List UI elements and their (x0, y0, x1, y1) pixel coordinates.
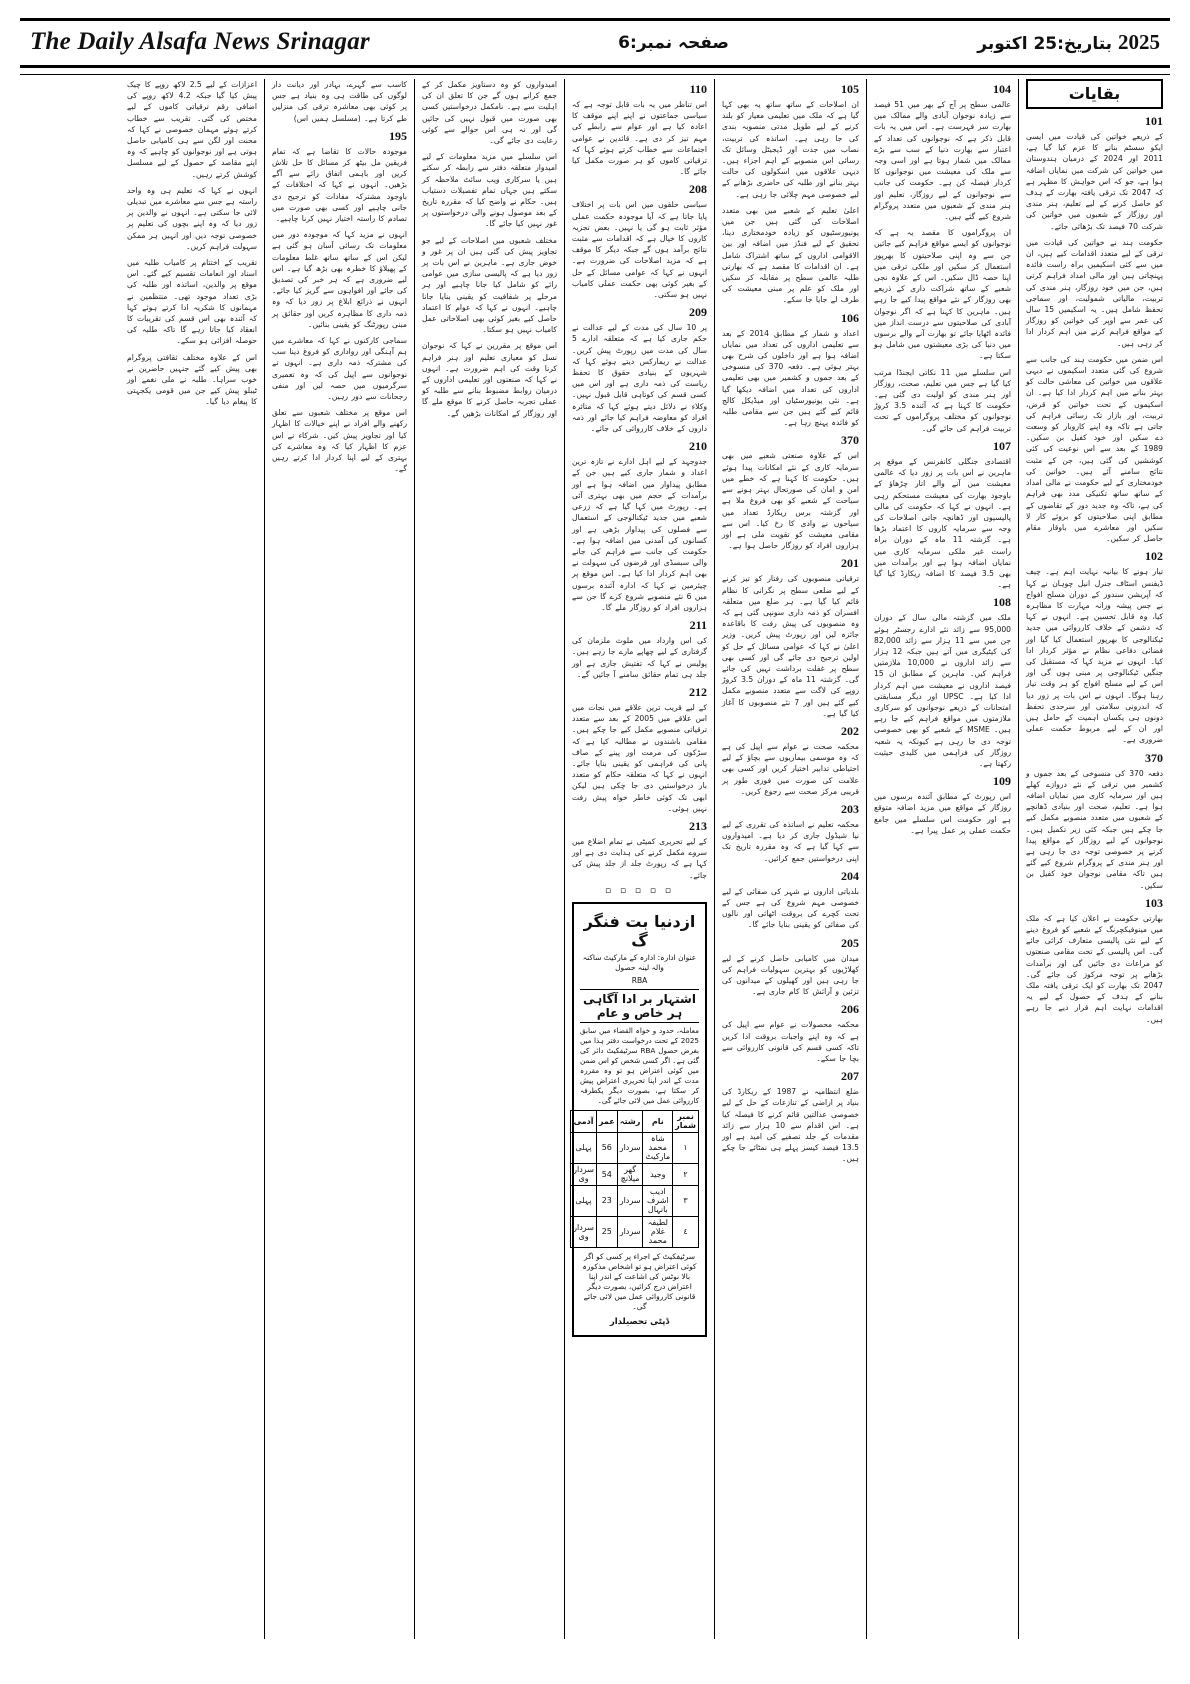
column-7 (120, 79, 264, 1639)
table-cell: ١ (673, 1132, 699, 1163)
article-paragraph: جدوجہد کے لیے اہل ادارے نے تازہ ترین اعداد و شمار جاری کیے ہیں جن کے مطابق پیداوار میں اضافہ ہوا ہے اور برآمدات کے حجم میں بھی بہتری آئی ہے۔ رپورٹ میں کہا گیا ہے کہ زرعی شعبے میں جدید ٹیکنالوجی کے استعمال سے فصلوں کی پیداوار بڑھی ہے اور کسانوں کی آمدنی میں اضافہ ہوا ہے۔ حکومت کی جانب سے فراہم کی جانے والی سبسڈی اور قرضوں کی سہولت نے بھی اہم کردار ادا کیا ہے۔ اس موقع پر چیئرمین نے کہا کہ ادارہ آئندہ برسوں میں 6 نئے منصوبے شروع کرے گا جن سے ہزاروں افراد کو روزگار ملے گا۔ (572, 457, 707, 612)
article-number: 212 (689, 684, 707, 699)
table-row (571, 1132, 699, 1163)
table-cell: گھر میلانچ (617, 1163, 643, 1185)
article-paragraph: کے لیے تحریری کمیٹی نے تمام اضلاع میں سروے مکمل کرنے کی ہدایت دی ہے اور کہا ہے کہ رپورٹ جلد از جلد پیش کی جائے۔ (572, 836, 707, 880)
article-paragraph: اس ضمن میں حکومت ہند کی جانب سے شروع کی گئی متعدد اسکیموں نے دیہی علاقوں میں خواتین کی معاشی حالت کو بہتر بنانے میں اہم کردار ادا کیا ہے۔ ان اسکیموں کے تحت خواتین کو قرض، تربیت، اور بازار تک رسائی فراہم کی جاتی ہے تاکہ وہ اپنے کاروبار کو وسعت دے سکیں اور خود کفیل بن سکیں۔ 1989 کے بعد سے اس نوعیت کی کئی کوششیں کی گئی ہیں، جن کے مثبت نتائج سامنے آئے ہیں۔ خواتین کی خودمختاری کے لیے حکومت نے مالی امداد کے ساتھ ساتھ تکنیکی مدد بھی فراہم کی ہے، تاکہ وہ جدید دور کے تقاضوں کے مطابق اپنی صلاحیتوں کو بروئے کار لا سکیں اور معاشرے میں باوقار مقام حاصل کر سکیں۔ (1026, 354, 1163, 544)
article-number: 203 (841, 801, 859, 816)
article-number: 105 (841, 82, 859, 96)
article-paragraph: محکمہ محصولات نے عوام سے اپیل کی ہے کہ وہ اپنے واجبات بروقت ادا کریں تاکہ کسی قسم کی قانونی کارروائی سے بچا جا سکے۔ (722, 1020, 859, 1064)
article-paragraph: محکمہ تعلیم نے اساتذہ کی تقرری کے لیے نیا شیڈول جاری کر دیا ہے۔ امیدواروں سے کہا گیا ہے کہ وہ مقررہ تاریخ تک اپنی درخواستیں جمع کرائیں۔ (722, 819, 859, 863)
ad-footer-text: سرٹیفکیٹ کے اجراء پر کسی کو اگر کوئی اعتراض ہو تو اشخاص مذکورہ بالا نوٹس کی اشاعت کے اندر اپنا اعتراض درج کرائیں، بصورت دیگر قانونی کارروائی عمل میں لائی جائے گی۔ (582, 1251, 697, 1311)
article-paragraph: اس سلسلے میں مزید معلومات کے لیے امیدوار متعلقہ دفتر سے رابطہ کر سکتے ہیں یا سرکاری ویب سائٹ ملاحظہ کر سکتے ہیں جہاں تمام تفصیلات دستیاب ہیں۔ حکام نے واضح کیا کہ مقررہ تاریخ کے بعد موصول ہونے والی درخواستوں پر غور نہیں کیا جائے گا۔ (422, 152, 557, 229)
article-paragraph: ترقیاتی منصوبوں کی رفتار کو تیز کرنے کے لیے ضلعی سطح پر نگرانی کا نظام قائم کیا گیا ہے۔ ہر ضلع میں متعلقہ افسران کو ذمہ داری سونپی گئی ہے کہ وہ منصوبوں کی پیش رفت کا باقاعدہ جائزہ لیں اور رپورٹ پیش کریں۔ وزیر اعلیٰ نے کہا کہ عوامی مسائل کے حل کو اولین ترجیح دی جائے گی اور کسی بھی سطح پر غفلت برداشت نہیں کی جائے گی۔ گزشتہ 11 ماہ کے دوران 3.5 کروڑ روپے کی لاگت سے متعدد منصوبے مکمل کیے گئے ہیں اور 7 نئے منصوبوں کا آغاز کیا گیا ہے۔ (722, 574, 860, 718)
table-header-cell: نام (643, 1110, 673, 1132)
article-paragraph: اعزازات کے لیے 2.5 لاکھ روپے کا چیک پیش کیا گیا جبکہ 4.2 لاکھ روپے کی اضافی رقم ترقیاتی کاموں کے لیے مختص کی گئی۔ تقریب سے خطاب کرتے ہوئے مہمان خصوصی نے کہا کہ محنت اور لگن سے ہی کامیابی حاصل ہوتی ہے اور نوجوانوں کو چاہیے کہ وہ اپنے مقاصد کے حصول کے لیے مسلسل کوشش کرتے رہیں۔ (127, 80, 258, 179)
article-number: 213 (689, 818, 707, 833)
divider-dots: ▫ ▫ ▫ ▫ ▫ (605, 885, 674, 896)
table-cell: سردار (617, 1132, 643, 1163)
table-cell: 56 (596, 1132, 617, 1163)
article-paragraph: اس رپورٹ کے مطابق آئندہ برسوں میں روزگار کے مواقع میں مزید اضافہ متوقع ہے اور حکومت اس سلسلے میں جامع حکمت عملی پر عمل پیرا ہے۔ (874, 792, 1011, 835)
table-header-row (571, 1110, 699, 1132)
article-number: 206 (841, 1002, 859, 1017)
article-paragraph: اعلیٰ تعلیم کے شعبے میں بھی متعدد اصلاحات کی گئی ہیں جن میں یونیورسٹیوں کو زیادہ خودمختاری دینا، تحقیق کے لیے فنڈز میں اضافہ اور بین الاقوامی اداروں کے ساتھ اشتراک شامل ہے۔ ان اقدامات کا مقصد ہے کہ بھارتی طلبہ عالمی سطح پر مقابلہ کر سکیں اور ملک کو علم پر مبنی معیشت کی طرف لے جایا جا سکے۔ (722, 205, 859, 305)
table-cell: 25 (596, 1216, 617, 1247)
ad-public-notice-heading: اشتہار بر ادا آگاہی ہر خاص و عام (580, 989, 699, 1023)
article-paragraph: عالمی سطح پر آج کے بھر میں 51 فیصد سے زیادہ نوجوان آبادی والے ممالک میں بھارت سر فہرست ہے۔ اس میں یہ بات قابل ذکر ہے کہ نوجوانوں کی تعداد کے اعتبار سے بھارت دنیا کے سب سے بڑے ممالک میں شمار ہوتا ہے اور اسی وجہ سے ملک کی معیشت میں نوجوانوں کا کردار فیصلہ کن ہے۔ حکومت کی جانب سے نوجوانوں کے لیے روزگار، تعلیم اور ہنر مندی کے شعبوں میں متعدد پروگرام شروع کیے گئے ہیں۔ (874, 100, 1011, 222)
article-paragraph: اس موقع پر مقررین نے کہا کہ نوجوان نسل کو معیاری تعلیم اور ہنر فراہم کرنا وقت کی اہم ضرورت ہے۔ انہوں نے کہا کہ صنعتوں اور تعلیمی اداروں کے درمیان روابط مضبوط بنانے سے طلبہ کو عملی تجربہ حاصل کرنے کا موقع ملے گا اور روزگار کے امکانات بڑھیں گے۔ (422, 341, 557, 418)
article-paragraph: ملک میں گزشتہ مالی سال کے دوران 95,000 سے زائد نئے ادارے رجسٹر ہوئے جن میں سے 11 ہزار سے زائد 82,000 کی کیٹیگری میں آتے ہیں جبکہ 12 ہزار سے زائد اداروں نے 10,000 ملازمتیں فراہم کیں۔ ماہرین کے مطابق ان 15 فیصد اداروں نے معیشت میں اہم کردار ادا کیا ہے۔ UPSC اور دیگر مسابقتی امتحانات کے ذریعے نوجوانوں کو سرکاری ملازمتوں میں مواقع فراہم کیے جا رہے ہیں۔ MSME کے شعبے کو بھی خصوصی توجہ دی جا رہی ہے کیونکہ یہ شعبہ روزگار کی فراہمی میں کلیدی حیثیت رکھتا ہے۔ (874, 613, 1011, 768)
table-row (571, 1163, 699, 1185)
table-header-cell: عمر (596, 1110, 617, 1132)
article-paragraph: محکمہ صحت نے عوام سے اپیل کی ہے کہ وہ موسمی بیماریوں سے بچاؤ کے لیے احتیاطی تدابیر اختیار کریں اور کسی بھی علامت کی صورت میں فوری طور پر قریبی مرکز صحت سے رجوع کریں۔ (722, 741, 859, 796)
table-row (571, 1216, 699, 1247)
article-number: 211 (689, 618, 707, 633)
article-number: 207 (841, 1069, 859, 1084)
page-number-label: صفحہ نمبر:6 (618, 32, 729, 53)
article-paragraph: اس موقع پر مختلف شعبوں سے تعلق رکھنے والے افراد نے اپنے خیالات کا اظہار کیا اور تجاویز پیش کیں۔ شرکاء نے اس عزم کا اظہار کیا کہ وہ معاشرے کی بہتری کے لیے اپنا کردار ادا کرتے رہیں گے۔ (272, 408, 407, 474)
ad-subtitle: عنوان ادارہ: ادارہ کے مارکیٹ ساکنہ والہ لینہ حصول (582, 952, 697, 972)
issue-date-label: بتاریخ:25 اکتوبر (977, 33, 1113, 54)
article-paragraph: انہوں نے کہا کہ تعلیم ہی وہ واحد راستہ ہے جس سے معاشرے میں تبدیلی لائی جا سکتی ہے۔ انہوں نے والدین پر زور دیا کہ وہ اپنے بچوں کی تعلیم پر خصوصی توجہ دیں اور انہیں ہر ممکن سہولت فراہم کریں۔ (127, 185, 257, 251)
article-paragraph: بھارتی حکومت نے اعلان کیا ہے کہ ملک میں مینوفیکچرنگ کے شعبے کو فروغ دینے کے لیے نئی پالیسی متعارف کرائی جائے گی۔ اس پالیسی کے تحت مقامی صنعتوں کو مراعات دی جائیں گی اور برآمدات بڑھانے پر توجہ مرکوز کی جائے گی۔ 2047 تک بھارت کو ایک ترقی یافتہ ملک بنانے کے ہدف کے حصول کے لیے یہ اقدامات نہایت اہم قرار دیے جا رہے ہیں۔ (1026, 913, 1163, 1024)
ad-rba-label: RBA (631, 975, 648, 985)
table-row (571, 1185, 699, 1216)
article-number: 108 (993, 595, 1011, 610)
article-paragraph: کاسب سے گہرے، بہادر اور دیانت دار لوگوں کی طاقت ہی وہ بنیاد ہے جس پر کوئی بھی معاشرہ ترقی کی منزلیں طے کرتا ہے۔ (مسلسل ہمیں اس) (272, 80, 407, 123)
table-cell: سردار وی (571, 1216, 597, 1247)
table-cell: ٤ (673, 1216, 699, 1247)
table-cell: شاہ محمد مارکیٹ (643, 1132, 673, 1163)
issue-year: 2025 (1117, 29, 1160, 54)
table-header-cell: رشتہ (617, 1110, 643, 1132)
article-number: 370 (841, 433, 859, 448)
article-paragraph: دفعہ 370 کی منسوخی کے بعد جموں و کشمیر میں ترقی کے نئے دروازے کھلے ہیں اور سرمایہ کاری میں نمایاں اضافہ ہوا ہے۔ تعلیم، صحت اور بنیادی ڈھانچے کے شعبوں میں متعدد منصوبے مکمل کیے جا چکے ہیں جبکہ کئی زیر تکمیل ہیں۔ نوجوانوں کے لیے روزگار کے مواقع پیدا کرنے پر خصوصی توجہ دی جا رہی ہے اور ہنر مندی کے پروگرام شروع کیے گئے ہیں تاکہ مقامی نوجوان خود کفیل بن سکیں۔ (1026, 768, 1163, 890)
article-paragraph: کی اس وارداد میں ملوث ملزمان کی گرفتاری کے لیے چھاپے مارے جا رہے ہیں۔ پولیس نے کہا کہ تفتیش جاری ہے اور جلد ہی تمام حقائق سامنے آ جائیں گے۔ (572, 636, 707, 679)
article-paragraph: تقریب کے اختتام پر کامیاب طلبہ میں اسناد اور انعامات تقسیم کیے گئے۔ اس موقع پر والدین، اساتذہ اور طلبہ کی بڑی تعداد موجود تھی۔ منتظمین نے مہمانوں کا شکریہ ادا کرتے ہوئے کہا کہ آئندہ بھی اس قسم کی تقریبات کا انعقاد کیا جاتا رہے گا تاکہ طلبہ کی حوصلہ افزائی ہو سکے۔ (127, 258, 257, 346)
article-number: 195 (389, 128, 407, 143)
article-number: 104 (993, 82, 1011, 96)
article-number: 201 (841, 556, 859, 571)
article-columns (20, 74, 1170, 1639)
article-number: 202 (841, 723, 859, 738)
table-cell: سردار (617, 1185, 643, 1216)
article-number: 210 (689, 439, 707, 454)
article-paragraph: سیاسی حلقوں میں اس بات پر اختلاف پایا جاتا ہے کہ آیا موجودہ حکمت عملی مؤثر ثابت ہو گی یا نہیں۔ بعض تجزیہ کاروں کا خیال ہے کہ اقدامات سے مثبت نتائج برآمد ہوں گے جبکہ دیگر کا موقف ہے کہ مزید اصلاحات کی ضرورت ہے۔ انہوں نے کہا کہ عوامی مسائل کے حل کے بغیر کوئی بھی حکمت عملی کامیاب نہیں ہو سکتی۔ (572, 200, 707, 300)
table-cell: 54 (596, 1163, 617, 1185)
article-paragraph: اس کے علاوہ مختلف ثقافتی پروگرام بھی پیش کیے گئے جنہیں حاضرین نے خوب سراہا۔ طلبہ نے ملی نغمے اور ٹیبلو پیش کیے جن میں قومی یکجہتی کا پیغام دیا گیا۔ (127, 352, 257, 407)
article-number: 205 (841, 935, 859, 950)
table-cell: ٢ (673, 1163, 699, 1185)
article-paragraph: امیدواروں کو وہ دستاویز مکمل کر کے جمع کرانے ہوں گے جن کا تعلق ان کی اہلیت سے ہے۔ نامکمل درخواستیں کسی بھی صورت میں قبول نہیں کی جائیں گی اور نہ ہی اس حوالے سے کوئی رعایت دی جائے گی۔ (422, 80, 557, 146)
table-cell: پہلی (571, 1132, 597, 1163)
table-cell: ادیب اشرف بانہال (643, 1185, 673, 1216)
masthead (20, 18, 1170, 68)
article-paragraph: سماجی کارکنوں نے کہا کہ معاشرے میں ہم آہنگی اور رواداری کو فروغ دینا سب کی مشترکہ ذمہ داری ہے۔ انہوں نے نوجوانوں سے اپیل کی کہ وہ تعمیری سرگرمیوں میں حصہ لیں اور منفی رجحانات سے دور رہیں۔ (272, 336, 407, 402)
table-cell: 23 (596, 1185, 617, 1216)
article-number: 103 (1145, 895, 1163, 910)
ad-body-text: معاملہ، حدود و خواہ القضاء میں سابق 2025 کے تحت درخواست دفتر ہذا میں بغرض حصول RBA سرٹیفکیٹ دائر کی گئی ہے۔ اگر کسی شخص کو اس ضمن میں کوئی اعتراض ہو تو وہ مقررہ مدت کے اندر اپنا تحریری اعتراض پیش کر سکتا ہے، بصورت دیگر یکطرفہ کارروائی عمل میں لائی جائے گی۔ (580, 1025, 700, 1105)
article-number: 370 (1145, 750, 1163, 765)
article-paragraph: حکومت ہند نے خواتین کی قیادت میں ترقی کے لیے متعدد اقدامات کیے ہیں، ان میں سے کئی اسکیمیں براہ راست فائدہ پہنچاتی ہیں اور مالی امداد فراہم کرتی ہیں، جن میں خود روزگار، ہنر مندی کی تربیت، مالیاتی شمولیت، اور سماجی تحفظ شامل ہیں۔ یہ اسکیمیں 15 سال کی عمر سے اوپر کی خواتین کو روزگار کے مواقع فراہم کرنے میں اہم کردار ادا کر رہی ہیں۔ (1026, 237, 1163, 348)
article-paragraph: مختلف شعبوں میں اصلاحات کے لیے جو تجاویز پیش کی گئی ہیں ان پر غور و خوض جاری ہے۔ ماہرین نے اس بات پر زور دیا ہے کہ پالیسی سازی میں عوامی رائے کو شامل کیا جانا چاہیے اور ہر مرحلے پر شفافیت کو یقینی بنایا جانا چاہیے۔ انہوں نے کہا کہ عوام کا اعتماد حاصل کیے بغیر کوئی بھی اصلاحاتی عمل کامیاب نہیں ہو سکتا۔ (422, 235, 557, 335)
table-cell: سردار (617, 1216, 643, 1247)
table-cell: سردار وی (571, 1163, 597, 1185)
article-paragraph: ان پروگراموں کا مقصد یہ ہے کہ نوجوانوں کو ایسے مواقع فراہم کیے جائیں جن سے وہ اپنی صلاحیتوں کا بھرپور استعمال کر سکیں اور ملکی ترقی میں اپنا حصہ ڈال سکیں۔ اس کے علاوہ نجی شعبے کے ساتھ شراکت داری کے ذریعے بھی روزگار کے نئے مواقع پیدا کیے جا رہے ہیں۔ ماہرین کا کہنا ہے کہ اگر نوجوان آبادی کی صلاحیتوں سے درست انداز میں فائدہ اٹھایا جائے تو بھارت آنے والے برسوں میں دنیا کی بڑی معیشتوں میں شامل ہو سکتا ہے۔ (874, 228, 1011, 361)
column-1 (1018, 79, 1170, 1639)
article-paragraph: اقتصادی جنگلی کانفرنس کے موقع پر ماہرین نے اس بات پر زور دیا کہ عالمی معیشت میں آنے والے اتار چڑھاؤ کے باوجود بھارت کی معیشت مستحکم رہی ہے۔ انہوں نے کہا کہ حکومت کی مالی پالیسیوں اور ڈھانچہ جاتی اصلاحات کی وجہ سے سرمایہ کاروں کا اعتماد بڑھا ہے۔ گزشتہ 11 ماہ کے دوران براہ راست غیر ملکی سرمایہ کاری میں نمایاں اضافہ ہوا ہے اور برآمدات میں بھی 3.5 فیصد کا اضافہ ریکارڈ کیا گیا ہے۔ (874, 456, 1011, 590)
newspaper-title: The Daily Alsafa News Srinagar (30, 28, 370, 55)
article-paragraph: ان اصلاحات کے ساتھ ساتھ یہ بھی کہا گیا ہے کہ ملک میں تعلیمی معیار کو بلند کرنے کے لیے طویل مدتی منصوبہ بندی کی جا رہی ہے۔ اساتذہ کی تربیت، نصاب میں جدت اور ڈیجیٹل وسائل تک رسائی اس منصوبے کے اہم اجزاء ہیں۔ دیہی علاقوں میں اسکولوں کی حالت بہتر بنانے اور طلبہ کی حاضری بڑھانے کے لیے خصوصی مہم چلائی جا رہی ہے۔ (722, 100, 859, 199)
table-header-cell: نمبر شمار (673, 1110, 699, 1132)
article-paragraph: کے ذریعے خواتین کی قیادت میں ایسی ایکو سسٹم بنانے کا عزم کیا گیا ہے، 2011 اور 2024 کے درمیان ہندوستان میں خواتین کی شرکت میں نمایاں اضافہ ہوا ہے، جو کہ اس خواہش کا مظہر ہے کہ 2047 تک ترقی یافتہ بھارت کے ہدف کو حاصل کرنے کے لیے تعلیم، ہنر مندی اور روزگار کے شعبوں میں خواتین کی شرکت 70 فیصد تک بڑھائی جائے۔ (1026, 132, 1163, 231)
ad-table (570, 1110, 699, 1248)
article-paragraph: موجودہ حالات کا تقاضا ہے کہ تمام فریقین مل بیٹھ کر مسائل کا حل تلاش کریں اور باہمی اتفاق رائے سے آگے بڑھیں۔ انہوں نے کہا کہ اختلافات کے باوجود مشترکہ مفادات کو ترجیح دی جانی چاہیے اور کسی بھی صورت میں تصادم کا راستہ اختیار نہیں کرنا چاہیے۔ (272, 146, 407, 224)
article-number: 110 (689, 82, 707, 96)
article-paragraph: اس سلسلے میں 11 نکاتی ایجنڈا مرتب کیا گیا ہے جس میں تعلیم، صحت، روزگار اور ہنر مندی کو اولیت دی گئی ہے۔ حکومت کا کہنا ہے کہ آئندہ 3.5 کروڑ نوجوانوں کو مختلف پروگراموں کے تحت تربیت فراہم کی جائے گی۔ (874, 367, 1011, 433)
ad-title: ازدنیا بت فنگر گ (583, 911, 696, 950)
article-paragraph: انہوں نے مزید کہا کہ موجودہ دور میں معلومات تک رسائی آسان ہو گئی ہے لیکن اس کے ساتھ ساتھ غلط معلومات کے پھیلاؤ کا خطرہ بھی بڑھ گیا ہے۔ اس لیے ضروری ہے کہ ہر خبر کی تصدیق کی جائے اور افواہوں سے گریز کیا جائے۔ انہوں نے ذرائع ابلاغ پر زور دیا کہ وہ ذمہ داری کا مظاہرہ کریں اور حقائق پر مبنی رپورٹنگ کو یقینی بنائیں۔ (272, 230, 407, 329)
table-cell: پہلی (571, 1185, 597, 1216)
article-paragraph: اس تناظر میں یہ بات قابل توجہ ہے کہ سیاسی جماعتوں نے اپنے اپنے موقف کا اعادہ کیا ہے اور عوام سے رابطے کی مہم تیز کر دی ہے۔ قائدین نے عوامی اجتماعات سے خطاب کرتے ہوئے کہا کہ ترقیاتی کاموں کو ہر صورت مکمل کیا جائے گا۔ (572, 100, 707, 177)
section-heading-box: بقایات (1026, 79, 1163, 109)
article-number: 107 (993, 438, 1011, 453)
table-cell: وجید (643, 1163, 673, 1185)
advertisement-box (572, 902, 707, 1337)
article-number: 106 (841, 310, 859, 325)
article-paragraph: پر 10 سال کی مدت کے لیے عدالت نے حکم جاری کیا ہے کہ متعلقہ ادارے 5 سال کی مدت میں رپورٹ پیش کریں۔ عدالت نے ریمارکس دیتے ہوئے کہا کہ شہریوں کے بنیادی حقوق کا تحفظ ریاست کی ذمہ داری ہے اور اس میں کسی قسم کی کوتاہی قابل قبول نہیں۔ وکلاء نے دلائل دیتے ہوئے کہا کہ متاثرہ افراد کو معاوضہ فراہم کیا جائے اور ذمہ داروں کے خلاف کارروائی کی جائے۔ (572, 323, 708, 434)
column-6 (264, 79, 414, 1639)
article-number: 209 (689, 305, 707, 320)
issue-date (977, 30, 1160, 55)
article-number: 102 (1145, 549, 1163, 564)
article-number: 208 (689, 182, 707, 197)
article-number: 101 (1145, 114, 1163, 128)
table-cell: ٣ (673, 1185, 699, 1216)
article-paragraph: میدان میں کامیابی حاصل کرنے کے لیے کھلاڑیوں کو بہترین سہولیات فراہم کی جا رہی ہیں اور کھیلوں کے میدانوں کی تزئین و آرائش کا کام جاری ہے۔ (722, 953, 859, 997)
article-paragraph: اس کے علاوہ صنعتی شعبے میں بھی سرمایہ کاری کے نئے امکانات پیدا ہوئے ہیں۔ حکومت کا کہنا ہے کہ خطے میں امن و امان کی صورتحال بہتر ہونے سے سیاحت کے شعبے کو بھی فروغ ملا ہے اور گزشتہ برس ریکارڈ تعداد میں سیاحوں نے وادی کا رخ کیا۔ اس سے مقامی معیشت کو تقویت ملی ہے اور ہزاروں افراد کو روزگار حاصل ہوا ہے۔ (722, 451, 859, 551)
table-cell: لطیفہ غلام محمد (643, 1216, 673, 1247)
column-2 (866, 79, 1018, 1639)
article-paragraph: تیار ہونے کا بیانیہ نہایت اہم ہے۔ چیف ڈیفنس اسٹاف جنرل انیل چوہان نے کہا کہ آپریشن سندور کے دوران مسلح افواج نے جس پیشہ ورانہ مہارت کا مظاہرہ کیا، وہ قابل تحسین ہے۔ انہوں نے کہا کہ دشمن کے خلاف کارروائی میں جدید ٹیکنالوجی کا بھرپور استعمال کیا گیا اور فضائی دفاعی نظام نے مؤثر کردار ادا کیا۔ انہوں نے مزید کہا کہ مستقبل کی جنگیں ٹیکنالوجی پر مبنی ہوں گی اور اس کے لیے مسلح افواج کو ہر وقت تیار رہنا ہوگا۔ انہوں نے اس بات پر زور دیا کہ اندرونی سلامتی اور سرحدی تحفظ دونوں ہی یکساں اہمیت کے حامل ہیں اور ان کے لیے مربوط حکمت عملی ضروری ہے۔ (1026, 567, 1163, 745)
ad-signature: ڈپٹی تحصیلدار (609, 1316, 670, 1327)
article-number: 109 (993, 774, 1011, 789)
article-paragraph: بلدیاتی اداروں نے شہر کی صفائی کے لیے خصوصی مہم شروع کی ہے جس کے تحت کچرے کی بروقت اٹھائی اور نالوں کی صفائی کو یقینی بنایا جائے گا۔ (722, 886, 859, 930)
article-paragraph: ضلع انتظامیہ نے 1987 کے ریکارڈ کی بنیاد پر اراضی کے تنازعات کے حل کے لیے خصوصی عدالتیں قائم کرنے کا فیصلہ کیا ہے۔ اس اقدام سے 10 ہزار سے زائد مقدمات کے جلد تصفیے کی امید ہے اور 13.5 فیصد کیسز پہلے ہی نمٹائے جا چکے ہیں۔ (722, 1087, 859, 1164)
article-paragraph: کے لیے قریب ترین علاقے میں نجات میں اس علاقے میں 2005 کے بعد سے متعدد ترقیاتی منصوبے مکمل کیے جا چکے ہیں۔ مقامی باشندوں نے مطالبہ کیا ہے کہ سڑکوں کی مرمت اور پینے کے صاف پانی کی فراہمی کو یقینی بنایا جائے۔ انہوں نے کہا کہ متعلقہ حکام کو متعدد بار درخواستیں دی جا چکی ہیں لیکن ابھی تک کوئی خاطر خواہ پیش رفت نہیں ہوئی۔ (572, 702, 708, 813)
column-3 (714, 79, 866, 1639)
article-paragraph: اعداد و شمار کے مطابق 2014 کے بعد سے تعلیمی اداروں کی تعداد میں نمایاں اضافہ ہوا ہے اور داخلوں کی شرح بھی بہتر ہوئی ہے۔ دفعہ 370 کی منسوخی کے بعد جموں و کشمیر میں بھی تعلیمی اداروں کی تعداد میں اضافہ دیکھا گیا ہے۔ نئی یونیورسٹیاں اور میڈیکل کالج قائم کیے گئے ہیں جن سے مقامی طلبہ کو فائدہ پہنچ رہا ہے۔ (722, 328, 860, 428)
article-number: 204 (841, 868, 859, 883)
column-4 (564, 79, 714, 1639)
column-5 (414, 79, 564, 1639)
table-header-cell: آدمی (571, 1110, 597, 1132)
